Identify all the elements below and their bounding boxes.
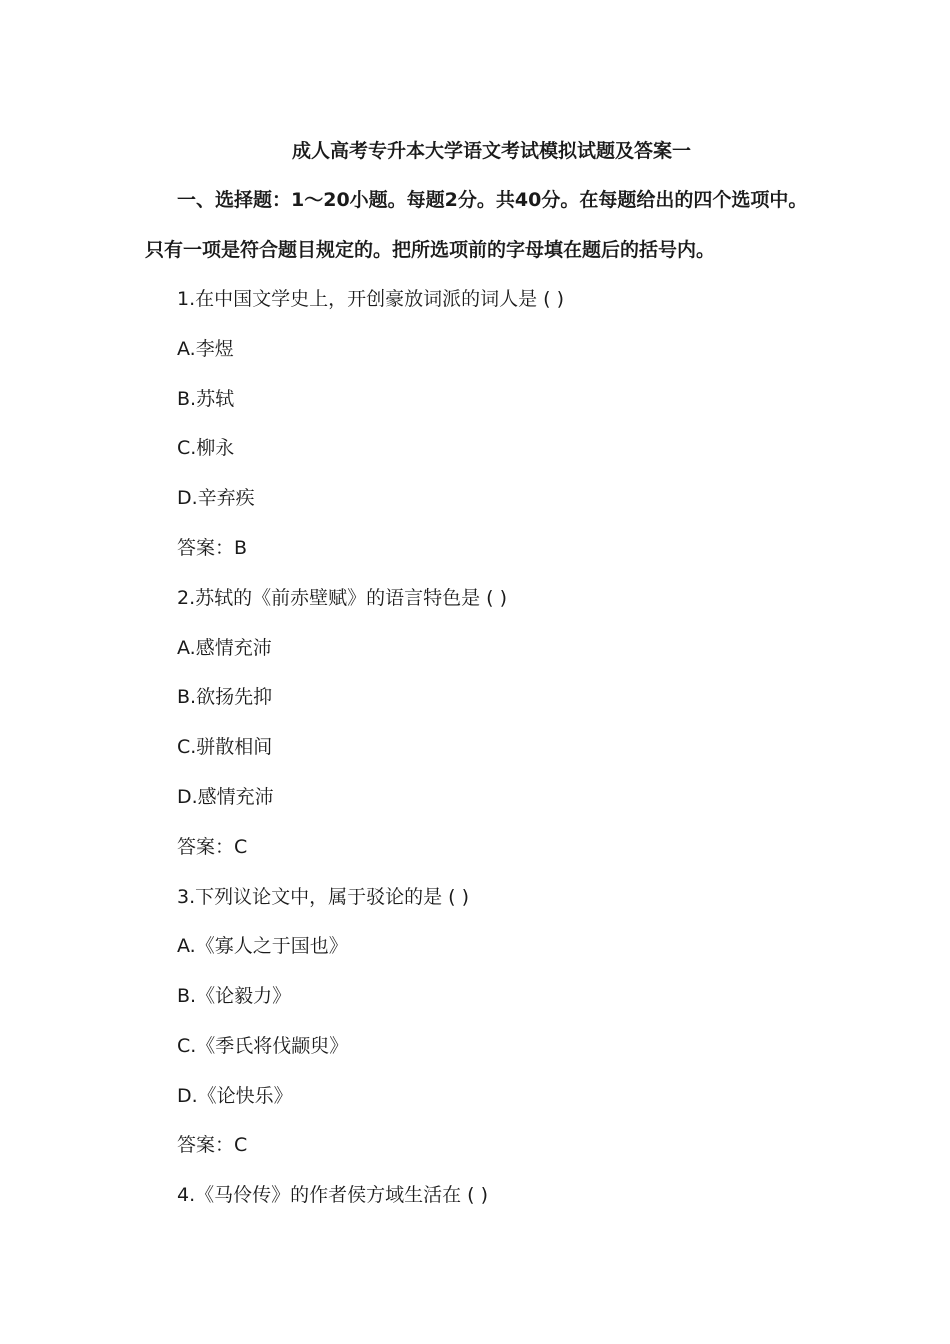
question-3-option-a: A.《寡人之于国也》 xyxy=(177,935,348,957)
question-1-option-a: A.李煜 xyxy=(177,338,234,360)
document-title: 成人高考专升本大学语文考试模拟试题及答案一 xyxy=(291,140,691,162)
question-2-answer: 答案：C xyxy=(177,836,248,858)
question-3-option-c: C.《季氏将伐颛臾》 xyxy=(177,1035,349,1057)
question-2-option-b: B.欲扬先抑 xyxy=(177,686,273,708)
question-2-option-a: A.感情充沛 xyxy=(177,637,272,659)
question-3-answer: 答案：C xyxy=(177,1134,248,1156)
question-2-stem: 2.苏轼的《前赤壁赋》的语言特色是 ( ) xyxy=(177,587,508,609)
question-3-stem: 3.下列议论文中，属于驳论的是 ( ) xyxy=(177,886,470,908)
question-1-option-b: B.苏轼 xyxy=(177,388,235,410)
question-3-option-d: D.《论快乐》 xyxy=(177,1085,293,1107)
question-1-answer: 答案：B xyxy=(177,537,248,559)
question-2-option-c: C.骈散相间 xyxy=(177,736,273,758)
section-heading-line-1: 一、选择题：1～20小题。每题2分。共40分。在每题给出的四个选项中。 xyxy=(177,189,808,211)
question-1-stem: 1.在中国文学史上，开创豪放词派的词人是 ( ) xyxy=(177,288,565,310)
question-1-option-d: D.辛弃疾 xyxy=(177,487,255,509)
question-2-option-d: D.感情充沛 xyxy=(177,786,274,808)
question-4-stem: 4.《马伶传》的作者侯方域生活在 ( ) xyxy=(177,1184,489,1206)
question-3-option-b: B.《论毅力》 xyxy=(177,985,292,1007)
section-heading-line-2: 只有一项是符合题目规定的。把所选项前的字母填在题后的括号内。 xyxy=(145,239,716,261)
question-1-option-c: C.柳永 xyxy=(177,437,235,459)
